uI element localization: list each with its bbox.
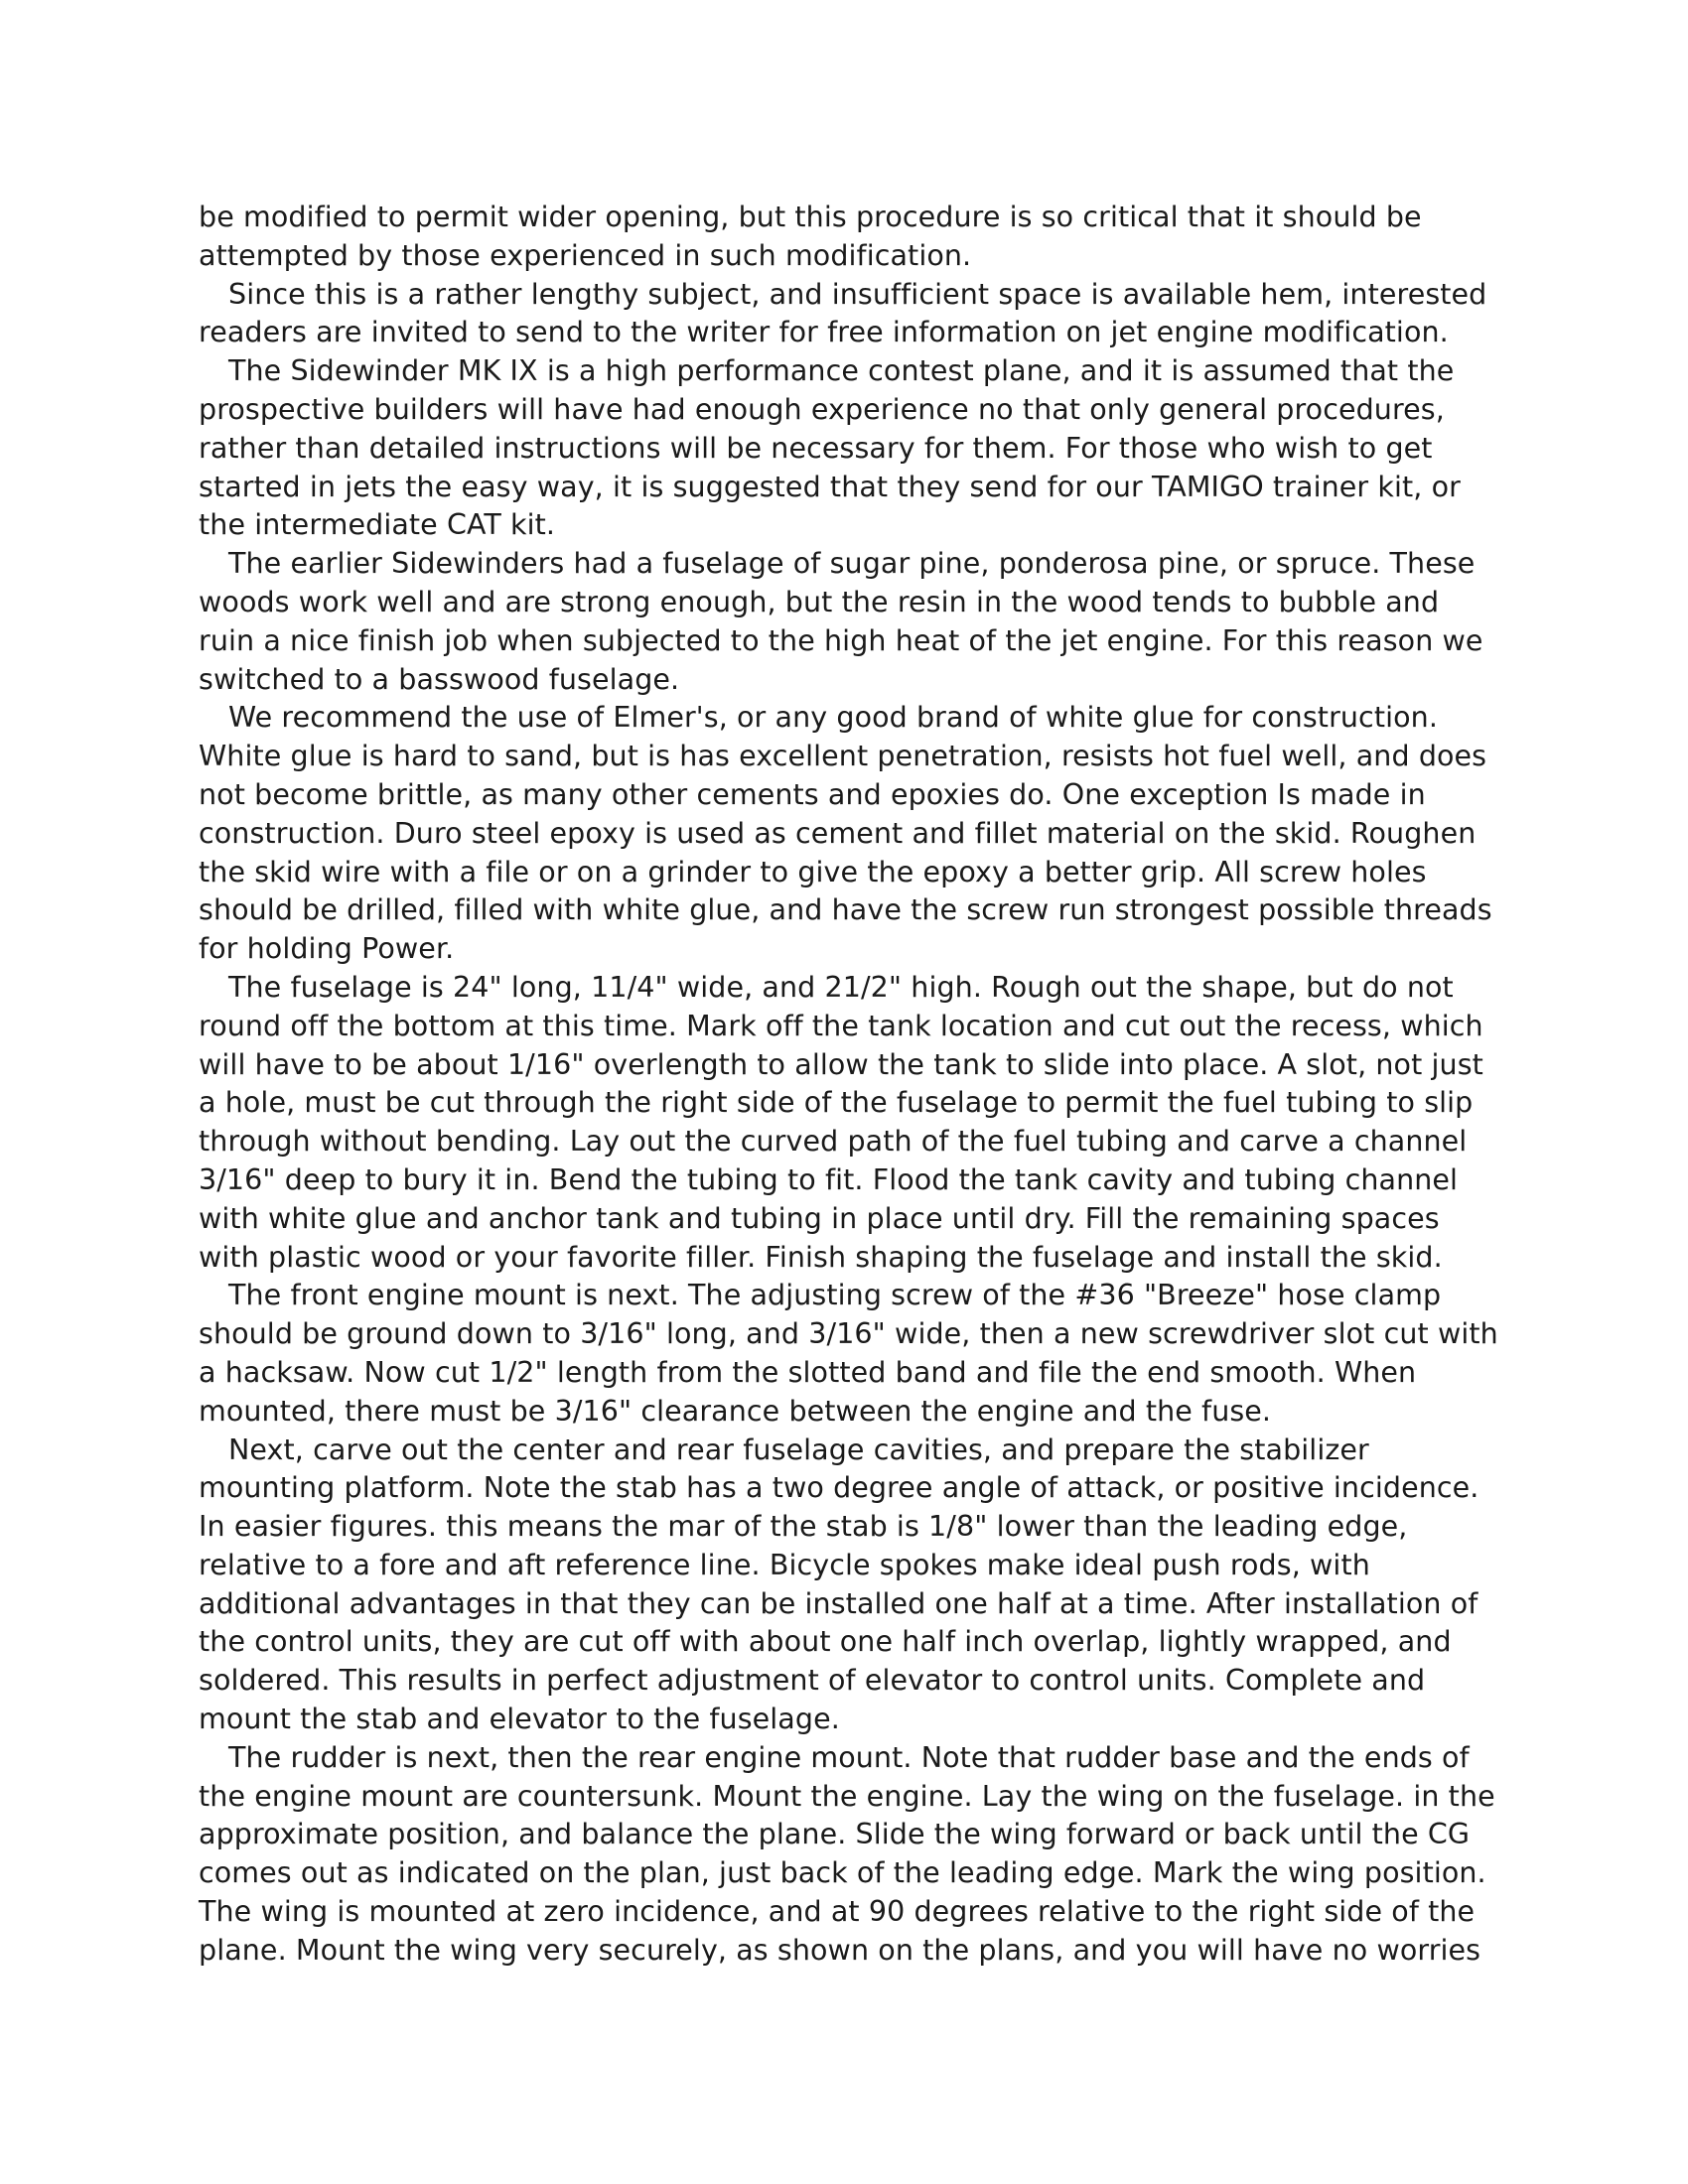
paragraph-continued: be modified to permit wider opening, but this procedure is so critical that it should be attempted by those experienced in such modification. (199, 201, 1422, 272)
paragraph: The rudder is next, then the rear engine mount. Note that rudder base and the ends of the engine mount are countersunk. Mount the engine. Lay the wing on the fuselage. in the approximate position, and balance the plane. Slide the wing forward or back until the CG comes out as indicated on the plan, just back of the leading edge. Mark the wing position. The wing is mounted at zero incidence, and at 90 degrees relative to the right side of the plane. Mount the wing very securely, as shown on the plans, and you will have no worries (199, 1740, 1495, 1967)
paragraph: The earlier Sidewinders had a fuselage of sugar pine, ponderosa pine, or spruce. These woods work well and are strong enough, but the resin in the wood tends to bubble and ruin a nice finish job when subjected to the high heat of the jet engine. For this reason we switched to a basswood fuselage. (199, 547, 1483, 696)
paragraph: The Sidewinder MK IX is a high performance contest plane, and it is assumed that the prospective builders will have had enough experience no that only general procedures, rather than detailed instructions will be necessary for them. For those who wish to get started in jets the easy way, it is suggested that they send for our TAMIGO trainer kit, or the intermediate CAT kit. (199, 354, 1461, 542)
body-text (199, 199, 1499, 1971)
paragraph: The front engine mount is next. The adjusting screw of the #36 "Breeze" hose clamp should be ground down to 3/16" long, and 3/16" wide, then a new screwdriver slot cut with a hacksaw. Now cut 1/2" length from the slotted band and file the end smooth. When mounted, there must be 3/16" clearance between the engine and the fuse. (199, 1279, 1498, 1428)
paragraph: Since this is a rather lengthy subject, and insufficient space is available hem, interested readers are invited to send to the writer for free information on jet engine modification. (199, 277, 1487, 349)
paragraph: Next, carve out the center and rear fuselage cavities, and prepare the stabilizer mounting platform. Note the stab has a two degree angle of attack, or positive incidence. In easier figures. this means the mar of the stab is 1/8" lower than the leading edge, relative to a fore and aft reference line. Bicycle spokes make ideal push rods, with additional advantages in that they can be installed one half at a time. After installation of the control units, they are cut off with about one half inch overlap, lightly wrapped, and soldered. This results in perfect adjustment of elevator to control units. Complete and mount the stab and elevator to the fuselage. (199, 1433, 1479, 1736)
paragraph: We recommend the use of Elmer's, or any good brand of white glue for construction. White glue is hard to sand, but is has excellent penetration, resists hot fuel well, and does not become brittle, as many other cements and epoxies do. One exception Is made in construction. Duro steel epoxy is used as cement and fillet material on the skid. Roughen the skid wire with a file or on a grinder to give the epoxy a better grip. All screw holes should be drilled, filled with white glue, and have the screw run strongest possible threads for holding Power. (199, 701, 1492, 966)
paragraph: The fuselage is 24" long, 11/4" wide, and 21/2" high. Rough out the shape, but do not round off the bottom at this time. Mark off the tank location and cut out the recess, which will have to be about 1/16" overlength to allow the tank to slide into place. A slot, not just a hole, must be cut through the right side of the fuselage to permit the fuel tubing to slip through without bending. Lay out the curved path of the fuel tubing and carve a channel 3/16" deep to bury it in. Bend the tubing to fit. Flood the tank cavity and tubing channel with white glue and anchor tank and tubing in place until dry. Fill the remaining spaces with plastic wood or your favorite filler. Finish shaping the fuselage and install the skid. (199, 970, 1483, 1274)
